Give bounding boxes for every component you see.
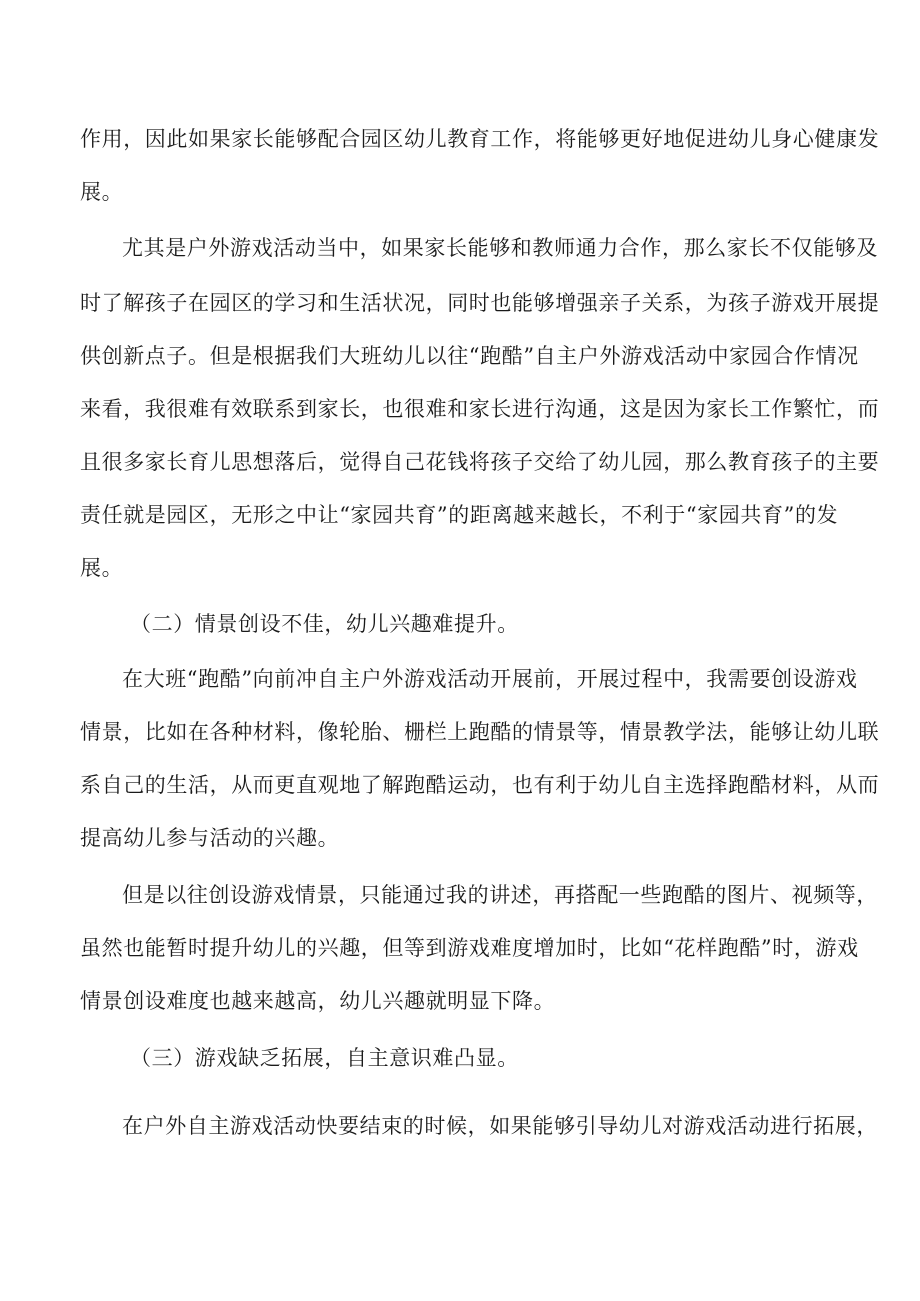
- paragraph-4-line-3: 情景创设难度也越来越高，幼儿兴趣就明显下降。: [80, 989, 556, 1013]
- paragraph-5-line-1: 在户外自主游戏活动快要结束的时候，如果能够引导幼儿对游戏活动进行拓展，: [122, 1114, 878, 1138]
- paragraph-4-line-1: 但是以往创设游戏情景，只能通过我的讲述，再搭配一些跑酷的图片、视频等，: [122, 883, 878, 907]
- paragraph-2-line-2: 时了解孩子在园区的学习和生活状况，同时也能够增强亲子关系，为孩子游戏开展提: [80, 291, 880, 315]
- paragraph-2-line-6: 责任就是园区，无形之中让“家园共育”的距离越来越长，不利于“家园共育”的发: [80, 503, 839, 527]
- paragraph-4-line-2: 虽然也能暂时提升幼儿的兴趣，但等到游戏难度增加时，比如“花样跑酷”时，游戏: [80, 936, 859, 960]
- paragraph-1-line-2: 展。: [80, 180, 124, 204]
- paragraph-3-line-2: 情景，比如在各种材料，像轮胎、栅栏上跑酷的情景等，情景教学法，能够让幼儿联: [80, 720, 880, 744]
- section-heading-3: （三）游戏缺乏拓展，自主意识难凸显。: [130, 1046, 519, 1070]
- paragraph-2-line-4: 来看，我很难有效联系到家长，也很难和家长进行沟通，这是因为家长工作繁忙，而: [80, 397, 880, 421]
- paragraph-3-line-1: 在大班“跑酷”向前冲自主户外游戏活动开展前，开展过程中，我需要创设游戏: [122, 667, 858, 691]
- paragraph-2-line-5: 且很多家长育儿思想落后，觉得自己花钱将孩子交给了幼儿园，那么教育孩子的主要: [80, 450, 880, 474]
- paragraph-2-line-7: 展。: [80, 556, 124, 580]
- paragraph-2-line-3: 供创新点子。但是根据我们大班幼儿以往“跑酷”自主户外游戏活动中家园合作情况: [80, 344, 859, 368]
- paragraph-3-line-3: 系自己的生活，从而更直观地了解跑酷运动，也有利于幼儿自主选择跑酷材料，从而: [80, 773, 880, 797]
- paragraph-1-line-1: 作用，因此如果家长能够配合园区幼儿教育工作，将能够更好地促进幼儿身心健康发: [80, 127, 880, 151]
- section-heading-2: （二）情景创设不佳，幼儿兴趣难提升。: [130, 612, 519, 636]
- paragraph-3-line-4: 提高幼儿参与活动的兴趣。: [80, 826, 340, 850]
- paragraph-2-line-1: 尤其是户外游戏活动当中，如果家长能够和教师通力合作，那么家长不仅能够及: [122, 236, 878, 260]
